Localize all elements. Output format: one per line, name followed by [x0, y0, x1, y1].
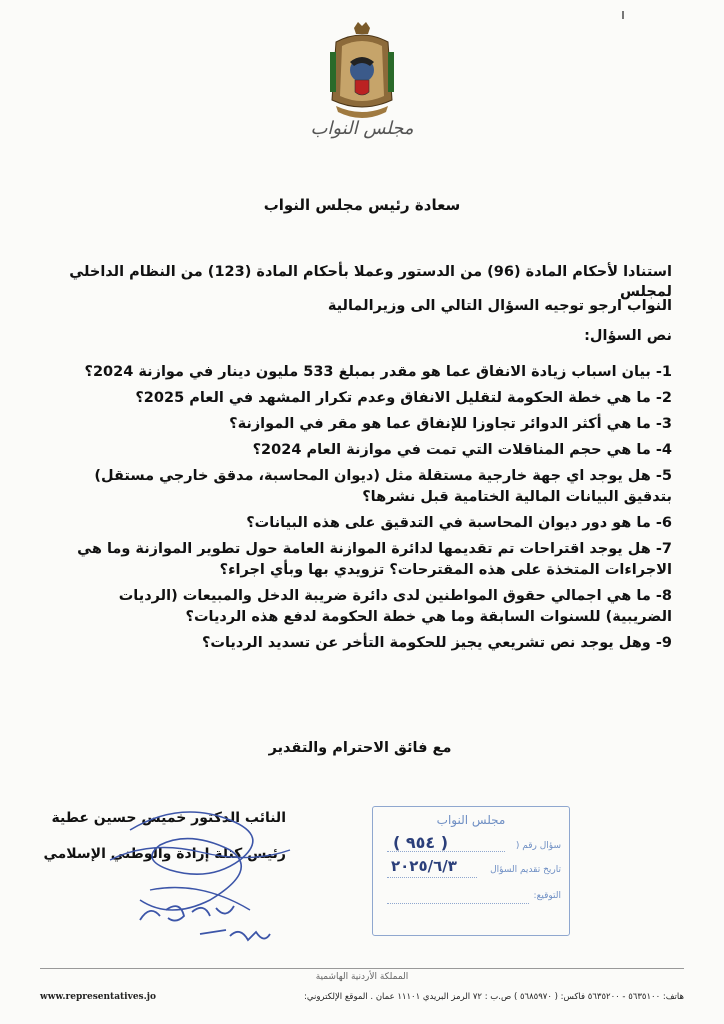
signer-title: رئيس كتلة إرادة والوطني الإسلامي: [43, 846, 286, 862]
intro-line-2: النواب ارجو توجيه السؤال التالي الى وزيرالمالية: [327, 298, 672, 314]
question-number: 9-: [655, 635, 672, 651]
question-text: ما هي خطة الحكومة لتقليل الانفاق وعدم تكرار المشهد في العام 2025؟: [135, 390, 651, 406]
question-text: ما هو دور ديوان المحاسبة في التدقيق على هذه البيانات؟: [246, 515, 651, 531]
stamp-line: [387, 877, 477, 878]
stamp-line: [387, 851, 505, 852]
question-text: ما هي أكثر الدوائر تجاوزا للإنفاق عما هو مقر في الموازنة؟: [229, 416, 651, 432]
stamp-sign-label: التوقيع:: [533, 891, 561, 901]
signer-name: النائب الدكتور خميس حسين عطية: [51, 810, 286, 826]
intro-line-1: استنادا لأحكام المادة (96) من الدستور وعملا بأحكام المادة (123) من النظام الداخلي لمجلس: [69, 264, 672, 300]
footer-website: www.representatives.jo: [40, 992, 157, 1002]
stamp-title: مجلس النواب: [436, 813, 506, 827]
closing: مع فائق الاحترام والتقدير: [268, 740, 452, 756]
question-number: 3-: [655, 416, 672, 432]
question-item: [62, 362, 672, 383]
question-text: ما هي حجم المناقلات التي تمت في موازنة العام 2024؟: [252, 442, 651, 458]
question-item: [62, 414, 672, 435]
received-stamp: [372, 806, 570, 936]
question-item: [62, 513, 672, 534]
footer-emblem-caption: المملكة الأردنية الهاشمية: [315, 972, 409, 982]
addressee: سعادة رئيس مجلس النواب: [263, 196, 461, 214]
question-item: [62, 633, 672, 654]
question-item: [62, 586, 672, 628]
question-number: 6-: [655, 515, 672, 531]
question-number: 5-: [655, 468, 672, 484]
stamp-line: [387, 903, 529, 904]
question-item: [62, 539, 672, 581]
jordan-coat-of-arms-icon: [326, 22, 398, 126]
stamp-date-value: ٢٠٢٥/٦/٣: [391, 857, 457, 875]
question-item: [62, 440, 672, 461]
corner-mark: [620, 4, 628, 12]
question-text: بيان اسباب زيادة الانفاق عما هو مقدر بمبلغ 533 مليون دينار في موازنة 2024؟: [84, 364, 651, 380]
question-number: 4-: [655, 442, 672, 458]
footer-contact: هاتف: ٥٦٣٥١٠٠ - ٥٦٣٥٢٠٠ فاكس: ( ٥٦٨٥٩٧٠ ) ص.ب : ٧٢ الرمز البريدي ١١١٠١ عمان . الموقع الإلكتروني:: [304, 992, 684, 1002]
question-text: وهل يوجد نص تشريعي يجيز للحكومة التأخر عن تسديد الرديات؟: [201, 635, 651, 651]
question-number: 7-: [655, 541, 672, 557]
question-item: [62, 466, 672, 508]
question-item: [62, 388, 672, 409]
question-number: 8-: [655, 588, 672, 604]
stamp-number-value: ( ٩٥٤ ): [393, 833, 449, 852]
stamp-number-label: سؤال رقم (: [515, 841, 561, 851]
footer-divider: [40, 968, 684, 969]
handwritten-date: [130, 890, 290, 960]
question-text: هل يوجد اي جهة خارجية مستقلة مثل (ديوان المحاسبة، مدقق خارجي مستقل) بتدقيق البيانات المالية الختامية قبل نشرها؟: [94, 468, 672, 505]
questions-heading: نص السؤال:: [584, 328, 672, 344]
question-number: 1-: [655, 364, 672, 380]
stamp-date-label: تاريخ تقديم السؤال: [490, 865, 561, 875]
question-number: 2-: [655, 390, 672, 406]
question-text: ما هي اجمالي حقوق المواطنين لدى دائرة ضريبة الدخل والمبيعات (الرديات الضريبية) للسنوات السابقة وما هي خطة الحكومة لدفع هذه الرديات؟: [118, 588, 672, 625]
question-text: هل يوجد اقتراحات تم تقديمها لدائرة الموازنة العامة حول تطوير الموازنة وما هي الاجراءات المتخذة على هذه المقترحات؟ تزويدي بها وبأي اجراء؟: [77, 541, 672, 578]
questions-list: [62, 362, 672, 659]
council-name-logo: مجلس النواب: [310, 118, 414, 139]
